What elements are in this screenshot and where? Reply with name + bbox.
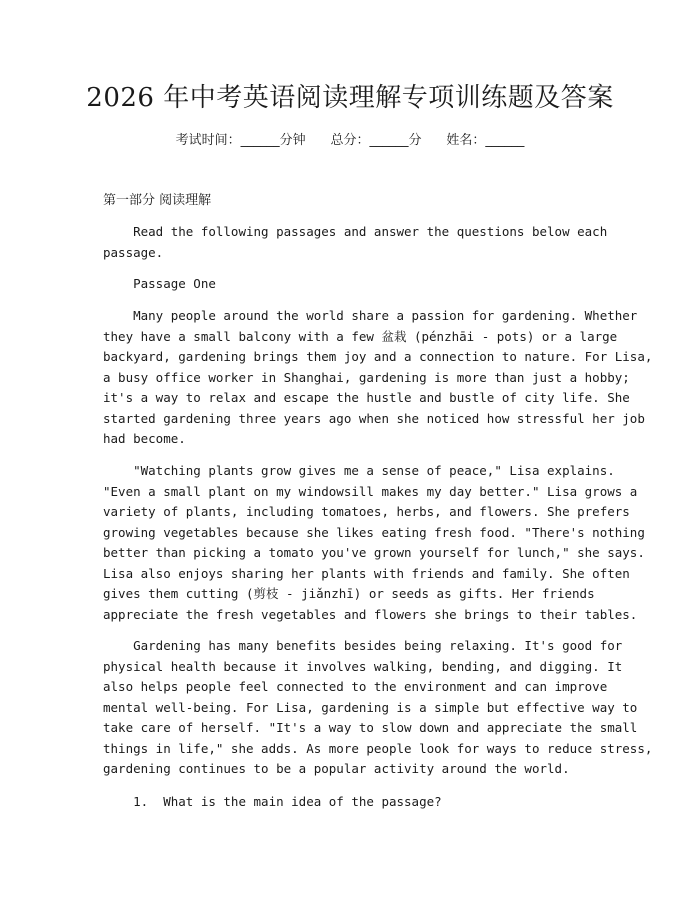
name-label: 姓名： [446,133,486,148]
paragraph-line: physical health because it involves walking, bending, and digging. It [103,659,623,674]
paragraph-line: Lisa also enjoys sharing her plants with friends and family. She often [103,566,630,581]
paragraph-line: a busy office worker in Shanghai, gardening is more than just a hobby; [103,370,630,385]
paragraph-line: backyard, gardening brings them joy and a connection to nature. For Lisa, [103,349,653,364]
paragraph-line: "Even a small plant on my windowsill makes my day better." Lisa grows a [103,484,638,499]
instructions-line-1: Read the following passages and answer the questions below each [103,224,608,239]
paragraph-line: take care of herself. "It's a way to slow down and appreciate the small [103,720,638,735]
instructions-line-2: passage. [103,245,164,260]
paragraph-line: it's a way to relax and escape the hustle and bustle of city life. She [103,390,630,405]
paragraph-line: growing vegetables because she likes eating fresh food. "There's nothing [103,525,645,540]
paragraph-line: things in life," she adds. As more people look for ways to reduce stress, [103,741,653,756]
paragraph-line: also helps people feel connected to the environment and can improve [103,679,608,694]
paragraph-line: gardening continues to be a popular activity around the world. [103,761,570,776]
time-label: 考试时间： [175,133,241,148]
document-title: 2026 年中考英语阅读理解专项训练题及答案 [86,83,614,113]
paragraph-line: Many people around the world share a passion for gardening. Whether [103,308,638,323]
passage-label: Passage One [103,276,216,291]
score-label: 总分： [330,133,370,148]
paragraph-line: better than picking a tomato you've grown yourself for lunch," she says. [103,545,645,560]
exam-info-line [0,131,700,151]
time-blank: ______ [240,133,280,148]
score-blank: ______ [369,133,409,148]
paragraph-line: had become. [103,431,186,446]
paragraph-line: started gardening three years ago when she noticed how stressful her job [103,411,645,426]
question-1: 1. What is the main idea of the passage? [103,794,442,809]
paragraph-line: appreciate the fresh vegetables and flowers she brings to their tables. [103,607,638,622]
time-unit: 分钟 [279,133,306,148]
section-heading: 第一部分 阅读理解 [103,193,212,208]
paragraph-line: variety of plants, including tomatoes, herbs, and flowers. She prefers [103,504,630,519]
paragraph-line: "Watching plants grow gives me a sense of peace," Lisa explains. [103,463,615,478]
paragraph-line: gives them cutting (剪枝 - jiǎnzhī) or seeds as gifts. Her friends [103,586,595,601]
paragraph-line: they have a small balcony with a few 盆栽 (pénzhāi - pots) or a large [103,329,618,344]
score-unit: 分 [408,133,422,148]
paragraph-line: mental well-being. For Lisa, gardening is a simple but effective way to [103,700,638,715]
paragraph-line: Gardening has many benefits besides being relaxing. It's good for [103,638,623,653]
name-blank: ______ [485,133,525,148]
